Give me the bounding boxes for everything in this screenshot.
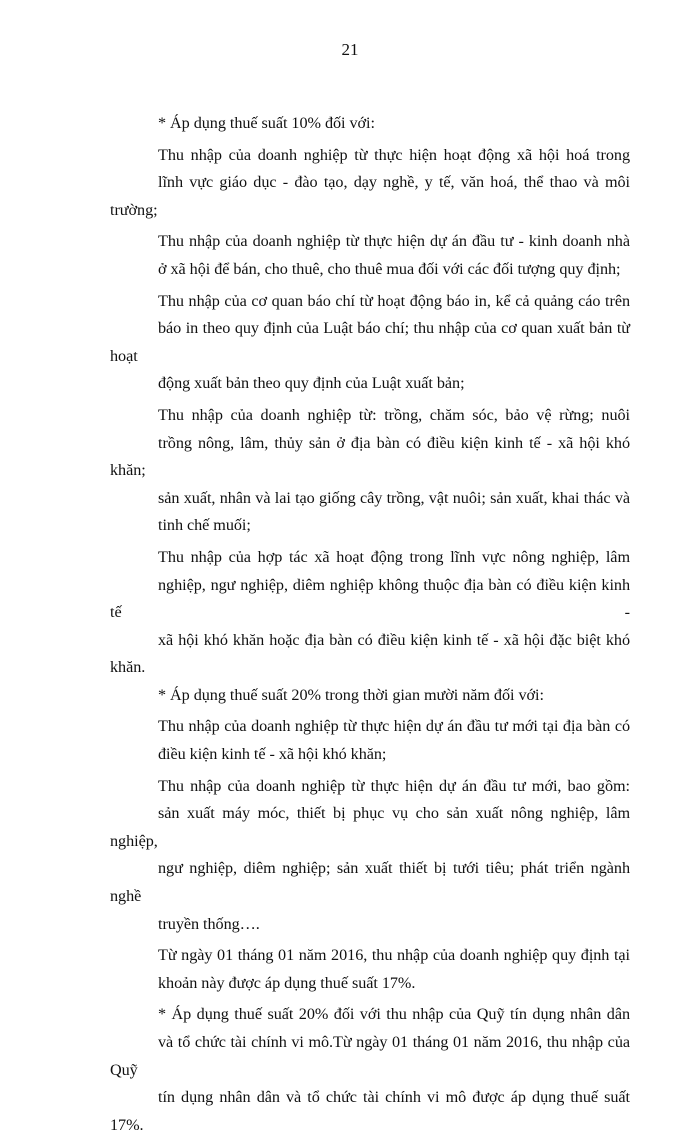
text-line: Thu nhập của doanh nghiệp từ thực hiện dự án đầu tư mới, bao gồm: — [158, 776, 630, 795]
text-line: và tổ chức tài chính vi mô.Từ ngày 01 tháng 01 năm 2016, thu nhập của Quỹ — [110, 1033, 630, 1079]
text-line: lĩnh vực giáo dục - đào tạo, dạy nghề, y tế, văn hoá, thể thao và môi trường; — [110, 173, 630, 219]
text-line: khoản này được áp dụng thuế suất 17%. — [158, 973, 416, 992]
paragraph-social-housing-income — [110, 228, 630, 283]
text-line: ở xã hội để bán, cho thuê, cho thuê mua đối với các đối tượng quy định; — [158, 259, 621, 278]
text-line: Thu nhập của doanh nghiệp từ thực hiện dự án đầu tư - kinh doanh nhà — [158, 232, 630, 251]
document-body — [110, 110, 630, 1139]
text-line: ngư nghiệp, diêm nghiệp; sản xuất thiết bị tưới tiêu; phát triển ngành nghề — [110, 859, 630, 906]
paragraph-rate-10-heading — [110, 110, 630, 138]
text-line: Thu nhập của doanh nghiệp từ thực hiện hoạt động xã hội hoá trong — [158, 145, 630, 164]
paragraph-rate-20-heading — [110, 682, 630, 710]
paragraph-2016-rate-change — [110, 942, 630, 997]
text-line: tinh chế muối; — [158, 516, 251, 535]
paragraph-machinery-income — [110, 773, 630, 939]
text-line: sản xuất, nhân và lai tạo giống cây trồng, vật nuôi; sản xuất, khai thác và — [158, 488, 630, 507]
text-line: điều kiện kinh tế - xã hội khó khăn; — [158, 745, 387, 764]
text-line: sản xuất máy móc, thiết bị phục vụ cho sản xuất nông nghiệp, lâm nghiệp, — [110, 804, 630, 850]
paragraph-press-income — [110, 288, 630, 398]
text-line: Từ ngày 01 tháng 01 năm 2016, thu nhập của doanh nghiệp quy định tại — [158, 946, 630, 965]
paragraph-cooperative-income — [110, 544, 630, 682]
text-line: báo in theo quy định của Luật báo chí; thu nhập của cơ quan xuất bản từ hoạt — [110, 319, 630, 365]
text-line: * Áp dụng thuế suất 20% trong thời gian mười năm đối với: — [158, 685, 544, 704]
text-line: nghiệp, ngư nghiệp, diêm nghiệp không thuộc địa bàn có điều kiện kinh tế - — [110, 575, 630, 622]
text-line: truyền thống…. — [158, 914, 260, 933]
text-line: Thu nhập của hợp tác xã hoạt động trong lĩnh vực nông nghiệp, lâm — [158, 547, 630, 566]
paragraph-new-investment-income — [110, 713, 630, 768]
text-line: * Áp dụng thuế suất 20% đối với thu nhập của Quỹ tín dụng nhân dân — [158, 1005, 630, 1024]
text-line: tín dụng nhân dân và tổ chức tài chính vi mô được áp dụng thuế suất 17%. — [110, 1088, 630, 1134]
text-line: Thu nhập của cơ quan báo chí từ hoạt động báo in, kể cả quảng cáo trên — [158, 291, 630, 310]
paragraph-credit-fund-rate — [110, 1001, 630, 1139]
paragraph-socialization-income — [110, 142, 630, 225]
text-line: Thu nhập của doanh nghiệp từ thực hiện dự án đầu tư mới tại địa bàn có — [158, 717, 630, 736]
text-line: Thu nhập của doanh nghiệp từ: trồng, chăm sóc, bảo vệ rừng; nuôi — [158, 405, 630, 424]
text-line: * Áp dụng thuế suất 10% đối với: — [158, 114, 375, 132]
page-number: 21 — [341, 40, 359, 59]
text-line: động xuất bản theo quy định của Luật xuất bản; — [158, 374, 465, 393]
paragraph-forestry-income — [110, 402, 630, 540]
text-line: trồng nông, lâm, thủy sản ở địa bàn có điều kiện kinh tế - xã hội khó khăn; — [110, 433, 630, 480]
text-line: xã hội khó khăn hoặc địa bàn có điều kiện kinh tế - xã hội đặc biệt khó khăn. — [110, 630, 630, 677]
